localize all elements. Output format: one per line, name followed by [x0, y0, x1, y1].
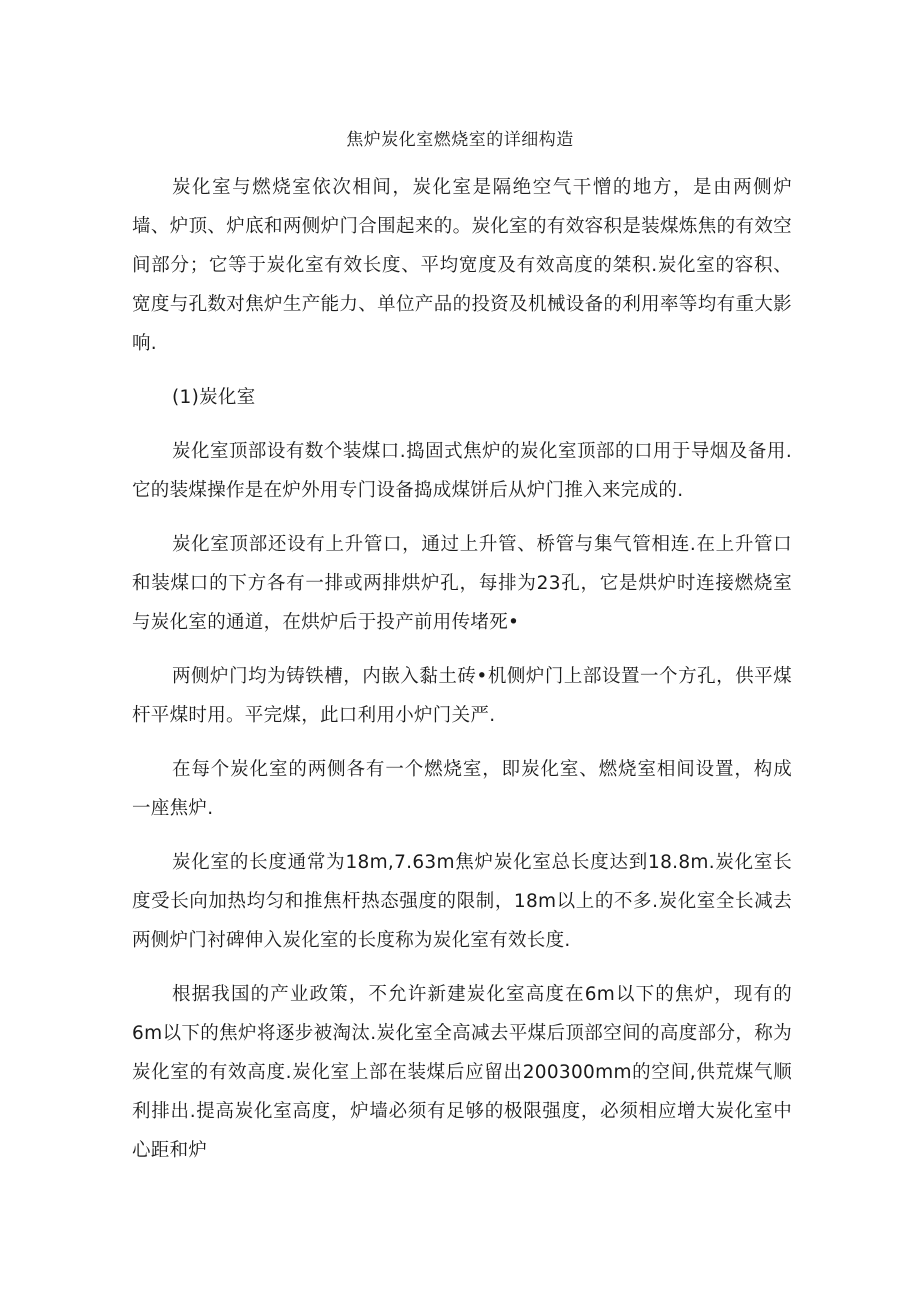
- paragraph-coal-charging-holes: 炭化室顶部设有数个装煤口.捣固式焦炉的炭化室顶部的口用于导烟及备用.它的装煤操作是在炉外用专门设备捣成煤饼后从炉门推入来完成的.: [132, 441, 792, 501]
- paragraph-chamber-length: 炭化室的长度通常为18m,7.63m焦炉炭化室总长度达到18.8m.炭化室长度受长向加热均匀和推焦杆热态强度的限制，18m以上的不多.炭化室全长减去两侧炉门衬碑伸入炭化室的长度称为炭化室有效长度.: [132, 852, 792, 951]
- paragraph-intro: 炭化室与燃烧室依次相间，炭化室是隔绝空气干憎的地方，是由两侧炉墙、炉顶、炉底和两侧炉门合围起来的。炭化室的有效容积是装煤炼焦的有效空间部分；它等于炭化室有效长度、平均宽度及有效高度的桀积.炭化室的容积、宽度与孔数对焦炉生产能力、单位产品的投资及机械设备的利用率等均有重大影响.: [132, 177, 792, 354]
- paragraph-chamber-height: 根据我国的产业政策，不允许新建炭化室高度在6m以下的焦炉，现有的6m以下的焦炉将逐步被淘汰.炭化室全高减去平煤后顶部空间的高度部分，称为炭化室的有效高度.炭化室上部在装煤后应留出200300mm的空间,供荒煤气顺利排出.提高炭化室高度，炉墙必须有足够的极限强度，必须相应增大炭化室中心距和炉: [132, 984, 792, 1161]
- document-body: [132, 168, 792, 1185]
- paragraph-ascension-pipe: 炭化室顶部还设有上升管口，通过上升管、桥管与集气管相连.在上升管口和装煤口的下方各有一排或两排烘炉孔，每排为23孔，它是烘炉时连接燃烧室与炭化室的通道，在烘炉后于投产前用传堵死•: [132, 534, 792, 633]
- paragraph-combustion-chamber: 在每个炭化室的两侧各有一个燃烧室，即炭化室、燃烧室相间设置，构成一座焦炉.: [132, 759, 792, 819]
- paragraph-oven-doors: 两侧炉门均为铸铁槽，内嵌入黏土砖•机侧炉门上部设置一个方孔，供平煤杆平煤时用。平完煤，此口利用小炉门关严.: [132, 666, 792, 726]
- document-title: 焦炉炭化室燃烧室的详细构造: [346, 130, 574, 150]
- section-heading-carbonization-chamber: (1)炭化室: [172, 387, 256, 408]
